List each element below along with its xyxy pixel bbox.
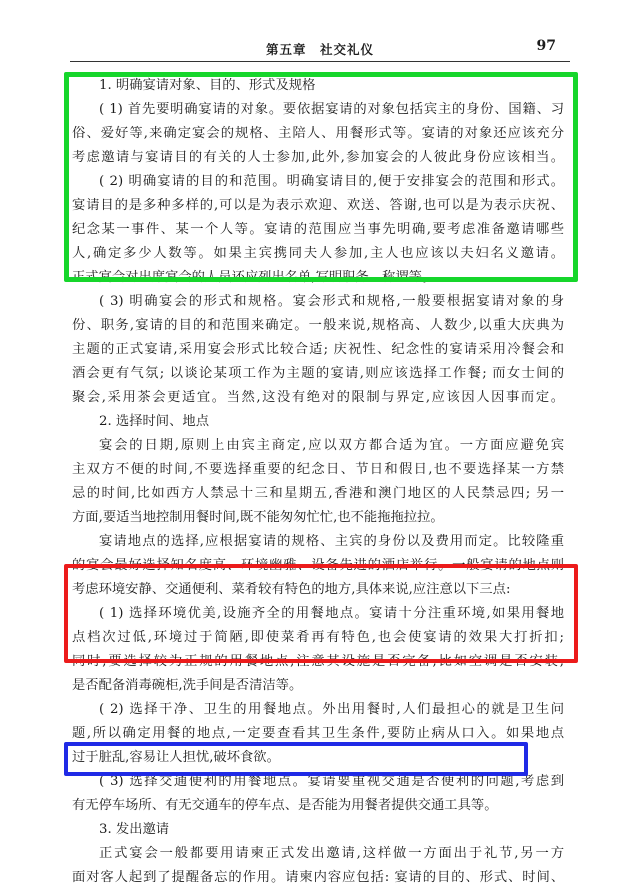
red-highlight-box — [64, 564, 578, 663]
text-line: 方面,要适当地控制用餐时间,既不能匆匆忙忙,也不能拖拖拉拉。 — [72, 510, 444, 525]
text-line: 3. 发出邀请 — [99, 822, 170, 837]
text-line: 考虑邀请与宴请目的有关的人士参加,此外,参加宴会的人彼此身份应该相当。 — [72, 150, 564, 165]
text-line: 2. 选择时间、地点 — [99, 414, 209, 429]
text-line: ( 1) 首先要明确宴请的对象。要依据宴请的对象包括宾主的身份、国籍、习 — [99, 102, 564, 117]
text-line: 点档次过低,环境过于简陋,即使菜肴再有特色,也会使宴请的效果大打折扣; — [72, 630, 564, 645]
text-line: 同时,要选择较为正规的用餐地点,注意其设施是否完备,比如空调是否安装, — [72, 654, 564, 669]
page-number: 97 — [536, 38, 556, 54]
text-line: 面对客人起到了提醒备忘的作用。请柬内容应包括: 宴请的目的、形式、时间、 — [72, 870, 564, 885]
blue-highlight-box — [64, 742, 528, 776]
text-line: ( 2) 明确宴请的目的和范围。明确宴请目的,便于安排宴会的范围和形式。 — [99, 174, 564, 189]
text-line: ( 1) 选择环境优美,设施齐全的用餐地点。宴请十分注重环境,如果用餐地 — [99, 606, 564, 621]
text-line: 宴会的日期,原则上由宾主商定,应以双方都合适为宜。一方面应避免宾 — [99, 438, 564, 453]
text-line: 主双方不便的时间,不要选择重要的纪念日、节日和假日,也不要选择某一方禁 — [72, 462, 564, 477]
text-line: 聚会,采用茶会更适宜。当然,这没有绝对的限制与界定,应该因人因事而定。 — [72, 390, 564, 405]
text-line: 1. 明确宴请对象、目的、形式及规格 — [99, 78, 316, 93]
text-line: 正式宴会一般都要用请柬正式发出邀请,这样做一方面出于礼节,另一方 — [99, 846, 564, 861]
text-line: 酒会更有气氛; 以谈论某项工作为主题的宴请,则应该选择工作餐; 而女士间的 — [72, 366, 564, 381]
header-rule — [70, 61, 570, 62]
text-line: 过于脏乱,容易让人担忧,破坏食欲。 — [72, 750, 280, 765]
text-line: ( 3) 明确宴会的形式和规格。宴会形式和规格,一般要根据宴请对象的身 — [99, 294, 564, 309]
text-line: 份、职务,宴请的目的和范围来确定。一般来说,规格高、人数少,以重大庆典为 — [72, 318, 564, 333]
text-line: ( 3) 选择交通便利的用餐地点。宴请要重视交通是否便利的问题,考虑到 — [99, 774, 564, 789]
text-line: 宴请目的是多种多样的,可以是为表示欢迎、欢送、答谢,也可以是为表示庆祝、 — [72, 198, 564, 213]
text-line: ( 2) 选择干净、卫生的用餐地点。外出用餐时,人们最担心的就是卫生问 — [99, 702, 564, 717]
text-line: 忌的时间,比如西方人禁忌十三和星期五,香港和澳门地区的人民禁忌四; 另一 — [72, 486, 564, 501]
text-line: 题,所以确定用餐的地点,一定要查看其卫生条件,要防止病从口入。如果地点 — [72, 726, 564, 741]
text-line: 考虑环境安静、交通便利、菜肴较有特色的地方,具体来说,应注意以下三点: — [72, 582, 511, 597]
running-header — [70, 40, 570, 60]
text-line: 俗、爱好等,来确定宴会的规格、主陪人、用餐形式等。宴请的对象还应该充分 — [72, 126, 564, 141]
green-highlight-box — [64, 72, 578, 282]
text-line: 是否配备消毒碗柜,洗手间是否清洁等。 — [72, 678, 303, 693]
chapter-title: 第五章 社交礼仪 — [265, 42, 374, 57]
text-line: 人,确定多少人数等。如果主宾携同夫人参加,主人也应该以夫妇名义邀请。 — [72, 246, 564, 261]
text-line: 正式宴会对出席宴会的人员还应列出名单,写明职务、称谓等。 — [72, 270, 436, 285]
text-line: 的宴会最好选择知名度高、环境幽雅、设备先进的酒店举行。一般宴请的地点则 — [72, 558, 564, 573]
text-line: 纪念某一事件、某一个人等。宴请的范围应当事先明确,要考虑准备邀请哪些 — [72, 222, 564, 237]
text-line: 主题的正式宴请,采用宴会形式比较合适; 庆祝性、纪念性的宴请采用冷餐会和 — [72, 342, 564, 357]
text-line: 有无停车场所、有无交通车的停车点、是否能为用餐者提供交通工具等。 — [72, 798, 498, 813]
text-line: 宴请地点的选择,应根据宴请的规格、主宾的身份以及费用而定。比较隆重 — [99, 534, 564, 549]
